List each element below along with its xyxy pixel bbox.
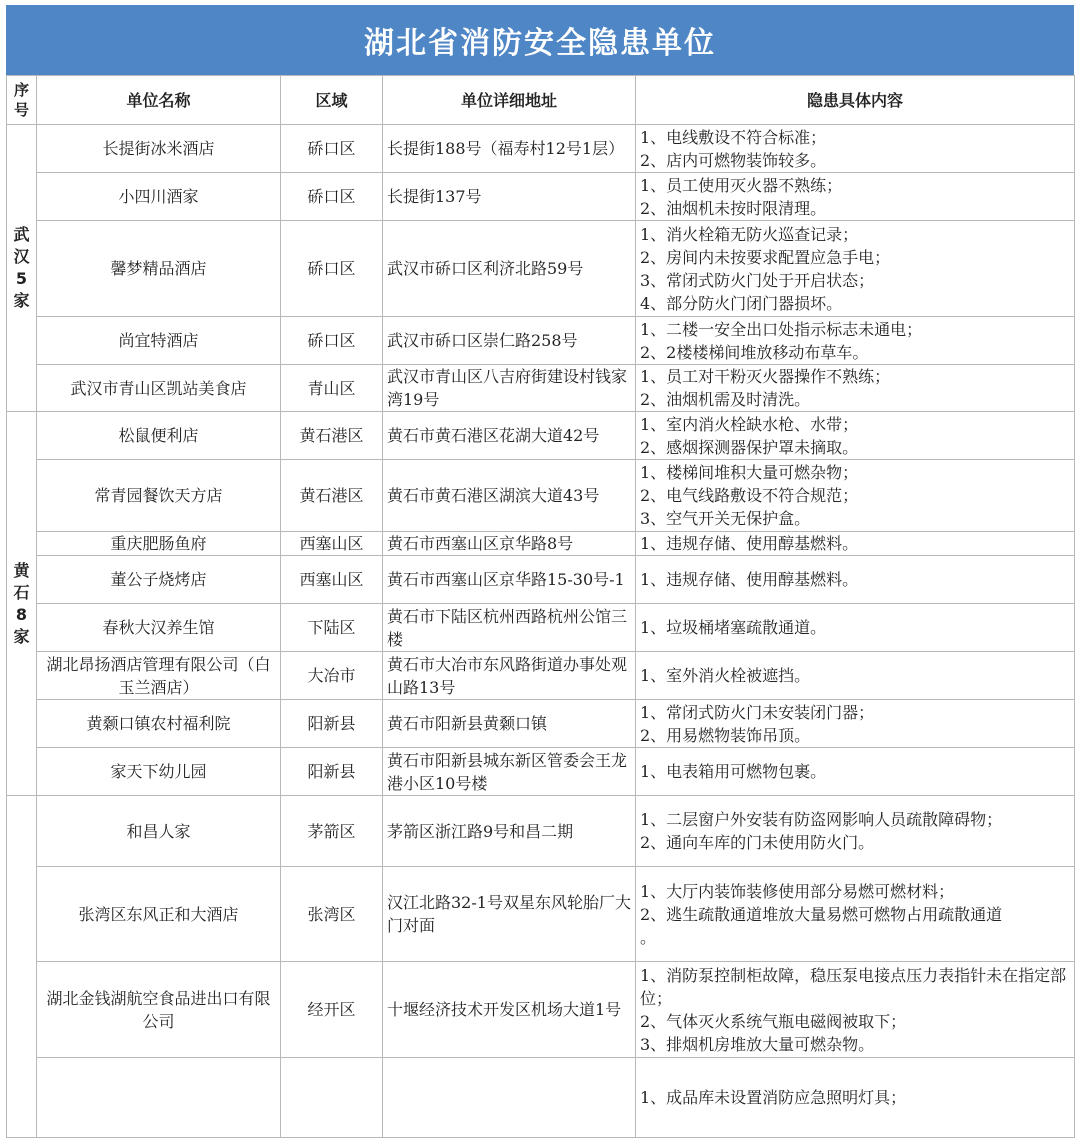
hazard-details [636,460,1075,532]
unit-address: 黄石市阳新县黄颡口镇 [383,700,636,748]
hazard-item: 。 [640,927,657,947]
hazard-item: 2、气体灭火系统气瓶电磁阀被取下； [640,1011,907,1031]
unit-name: 张湾区东风正和大酒店 [37,867,281,962]
hazard-item: 2、电气线路敷设不符合规范； [640,486,859,505]
hazard-details [636,1058,1075,1138]
hazard-item: 1、室外消火栓被遮挡。 [640,666,811,685]
hazard-item: 2、感烟探测器保护罩未摘取。 [640,437,859,457]
unit-address: 十堰经济技术开发区机场大道1号 [383,962,636,1058]
hazard-details [636,556,1075,604]
group-label-text: 黄石8家 [13,560,30,646]
hazard-item: 1、员工对干粉灭火器操作不熟练； [640,367,891,386]
hazard-table [6,75,1075,1138]
table-row [7,796,1075,867]
hazard-item: 1、员工使用灭火器不熟练； [640,175,843,195]
unit-area: 黄石港区 [281,460,383,532]
table-row [7,1058,1075,1138]
unit-address: 黄石市黄石港区花湖大道42号 [383,412,636,460]
hazard-item: 1、消火栓箱无防火巡查记录； [640,224,859,244]
unit-address: 黄石市西塞山区京华路8号 [383,532,636,556]
unit-address: 黄石市黄石港区湖滨大道43号 [383,460,636,532]
unit-address: 黄石市西塞山区京华路15-30号-1 [383,556,636,604]
table-row [7,962,1075,1058]
unit-area: 阳新县 [281,748,383,796]
unit-area: 西塞山区 [281,532,383,556]
hazard-details [636,748,1075,796]
table-header-row [7,76,1075,125]
hazard-item: 4、部分防火门闭门器损坏。 [640,293,843,313]
hazard-details [636,796,1075,867]
hazard-item: 1、二层窗户外安装有防盗网影响人员疏散障碍物； [640,810,1003,829]
hazard-details [636,317,1075,365]
unit-address: 长提街188号（福寿村12号1层） [383,125,636,173]
table-row [7,412,1075,460]
unit-area: 经开区 [281,962,383,1058]
group-label [7,412,37,796]
unit-area: 西塞山区 [281,556,383,604]
unit-area: 阳新县 [281,700,383,748]
unit-name: 尚宜特酒店 [37,317,281,365]
unit-name: 湖北金钱湖航空食品进出口有限公司 [37,962,281,1058]
unit-name: 董公子烧烤店 [37,556,281,604]
hazard-item: 3、空气开关无保护盒。 [640,509,811,528]
unit-name: 松鼠便利店 [37,412,281,460]
hazard-item: 1、垃圾桶堵塞疏散通道。 [640,618,827,637]
header-hazards: 隐患具体内容 [636,76,1075,125]
unit-name: 家天下幼儿园 [37,748,281,796]
unit-address: 黄石市阳新县城东新区管委会王龙港小区10号楼 [383,748,636,796]
hazard-details [636,867,1075,962]
unit-name [37,1058,281,1138]
hazard-item: 2、房间内未按要求配置应急手电； [640,247,891,267]
table-row [7,748,1075,796]
unit-address: 武汉市青山区八吉府街建设村钱家湾19号 [383,365,636,412]
unit-address: 汉江北路32-1号双星东风轮胎厂大门对面 [383,867,636,962]
unit-address [383,1058,636,1138]
table-row [7,532,1075,556]
hazard-details [636,604,1075,652]
hazard-item: 2、店内可燃物装饰较多。 [640,150,827,170]
unit-address: 武汉市硚口区利济北路59号 [383,221,636,317]
unit-address: 黄石市大冶市东风路街道办事处观山路13号 [383,652,636,700]
unit-name: 和昌人家 [37,796,281,867]
header-seq: 序号 [7,76,37,125]
unit-area: 大冶市 [281,652,383,700]
unit-area: 下陆区 [281,604,383,652]
unit-area: 黄石港区 [281,412,383,460]
group-label [7,125,37,412]
unit-area: 青山区 [281,365,383,412]
unit-name: 小四川酒家 [37,173,281,221]
hazard-item: 2、油烟机需及时清洗。 [640,390,811,409]
hazard-details [636,221,1075,317]
hazard-item: 2、2楼楼梯间堆放移动布草车。 [640,342,869,362]
unit-address: 黄石市下陆区杭州西路杭州公馆三楼 [383,604,636,652]
hazard-details [636,700,1075,748]
unit-address: 武汉市硚口区崇仁路258号 [383,317,636,365]
hazard-details [636,365,1075,412]
unit-area: 硚口区 [281,221,383,317]
unit-name: 重庆肥肠鱼府 [37,532,281,556]
unit-address: 茅箭区浙江路9号和昌二期 [383,796,636,867]
header-name: 单位名称 [37,76,281,125]
unit-address: 长提街137号 [383,173,636,221]
group-label-text: 武汉5家 [13,225,30,310]
unit-area: 张湾区 [281,867,383,962]
hazard-item: 1、二楼一安全出口处指示标志未通电； [640,319,923,339]
header-area: 区域 [281,76,383,125]
unit-area: 硚口区 [281,317,383,365]
unit-name: 春秋大汉养生馆 [37,604,281,652]
hazard-item: 3、常闭式防火门处于开启状态； [640,270,875,290]
hazard-item: 1、电线敷设不符合标准； [640,127,827,147]
unit-area [281,1058,383,1138]
table-body [7,125,1075,1138]
table-row [7,173,1075,221]
hazard-details [636,125,1075,173]
table-row [7,125,1075,173]
unit-name: 黄颡口镇农村福利院 [37,700,281,748]
hazard-item: 1、常闭式防火门未安装闭门器； [640,702,875,722]
unit-area: 硚口区 [281,125,383,173]
hazard-details [636,412,1075,460]
hazard-item: 1、楼梯间堆积大量可燃杂物； [640,463,859,482]
unit-name: 常青园餐饮天方店 [37,460,281,532]
group-label [7,796,37,1138]
unit-area: 茅箭区 [281,796,383,867]
hazard-details [636,173,1075,221]
table-row [7,317,1075,365]
hazard-details [636,652,1075,700]
table-row [7,556,1075,604]
table-row [7,221,1075,317]
hazard-item: 1、消防泵控制柜故障，稳压泵电接点压力表指针未在指定部位； [640,965,1067,1008]
hazard-item: 3、排烟机房堆放大量可燃杂物。 [640,1034,875,1054]
hazard-item: 2、油烟机未按时限清理。 [640,198,827,218]
table-row [7,365,1075,412]
hazard-item: 1、电表箱用可燃物包裹。 [640,762,827,781]
hazard-item: 1、成品库未设置消防应急照明灯具； [640,1088,907,1107]
unit-name: 馨梦精品酒店 [37,221,281,317]
table-row [7,460,1075,532]
hazard-item: 1、违规存储、使用醇基燃料。 [640,570,859,589]
hazard-item: 2、逃生疏散通道堆放大量易燃可燃物占用疏散通道 [640,904,1003,924]
hazard-item: 1、大厅内装饰装修使用部分易燃可燃材料； [640,881,955,901]
hazard-item: 2、通向车库的门未使用防火门。 [640,833,875,852]
hazard-details [636,532,1075,556]
hazard-details [636,962,1075,1058]
table-row [7,652,1075,700]
unit-name: 湖北昂扬酒店管理有限公司（白玉兰酒店） [37,652,281,700]
unit-name: 长提街冰米酒店 [37,125,281,173]
hazard-item: 2、用易燃物装饰吊顶。 [640,725,811,745]
page-title: 湖北省消防安全隐患单位 [6,5,1074,75]
table-row [7,867,1075,962]
table-row [7,604,1075,652]
table-row [7,700,1075,748]
header-address: 单位详细地址 [383,76,636,125]
hazard-item: 1、违规存储、使用醇基燃料。 [640,534,859,553]
unit-name: 武汉市青山区凯站美食店 [37,365,281,412]
unit-area: 硚口区 [281,173,383,221]
hazard-item: 1、室内消火栓缺水枪、水带； [640,414,859,434]
